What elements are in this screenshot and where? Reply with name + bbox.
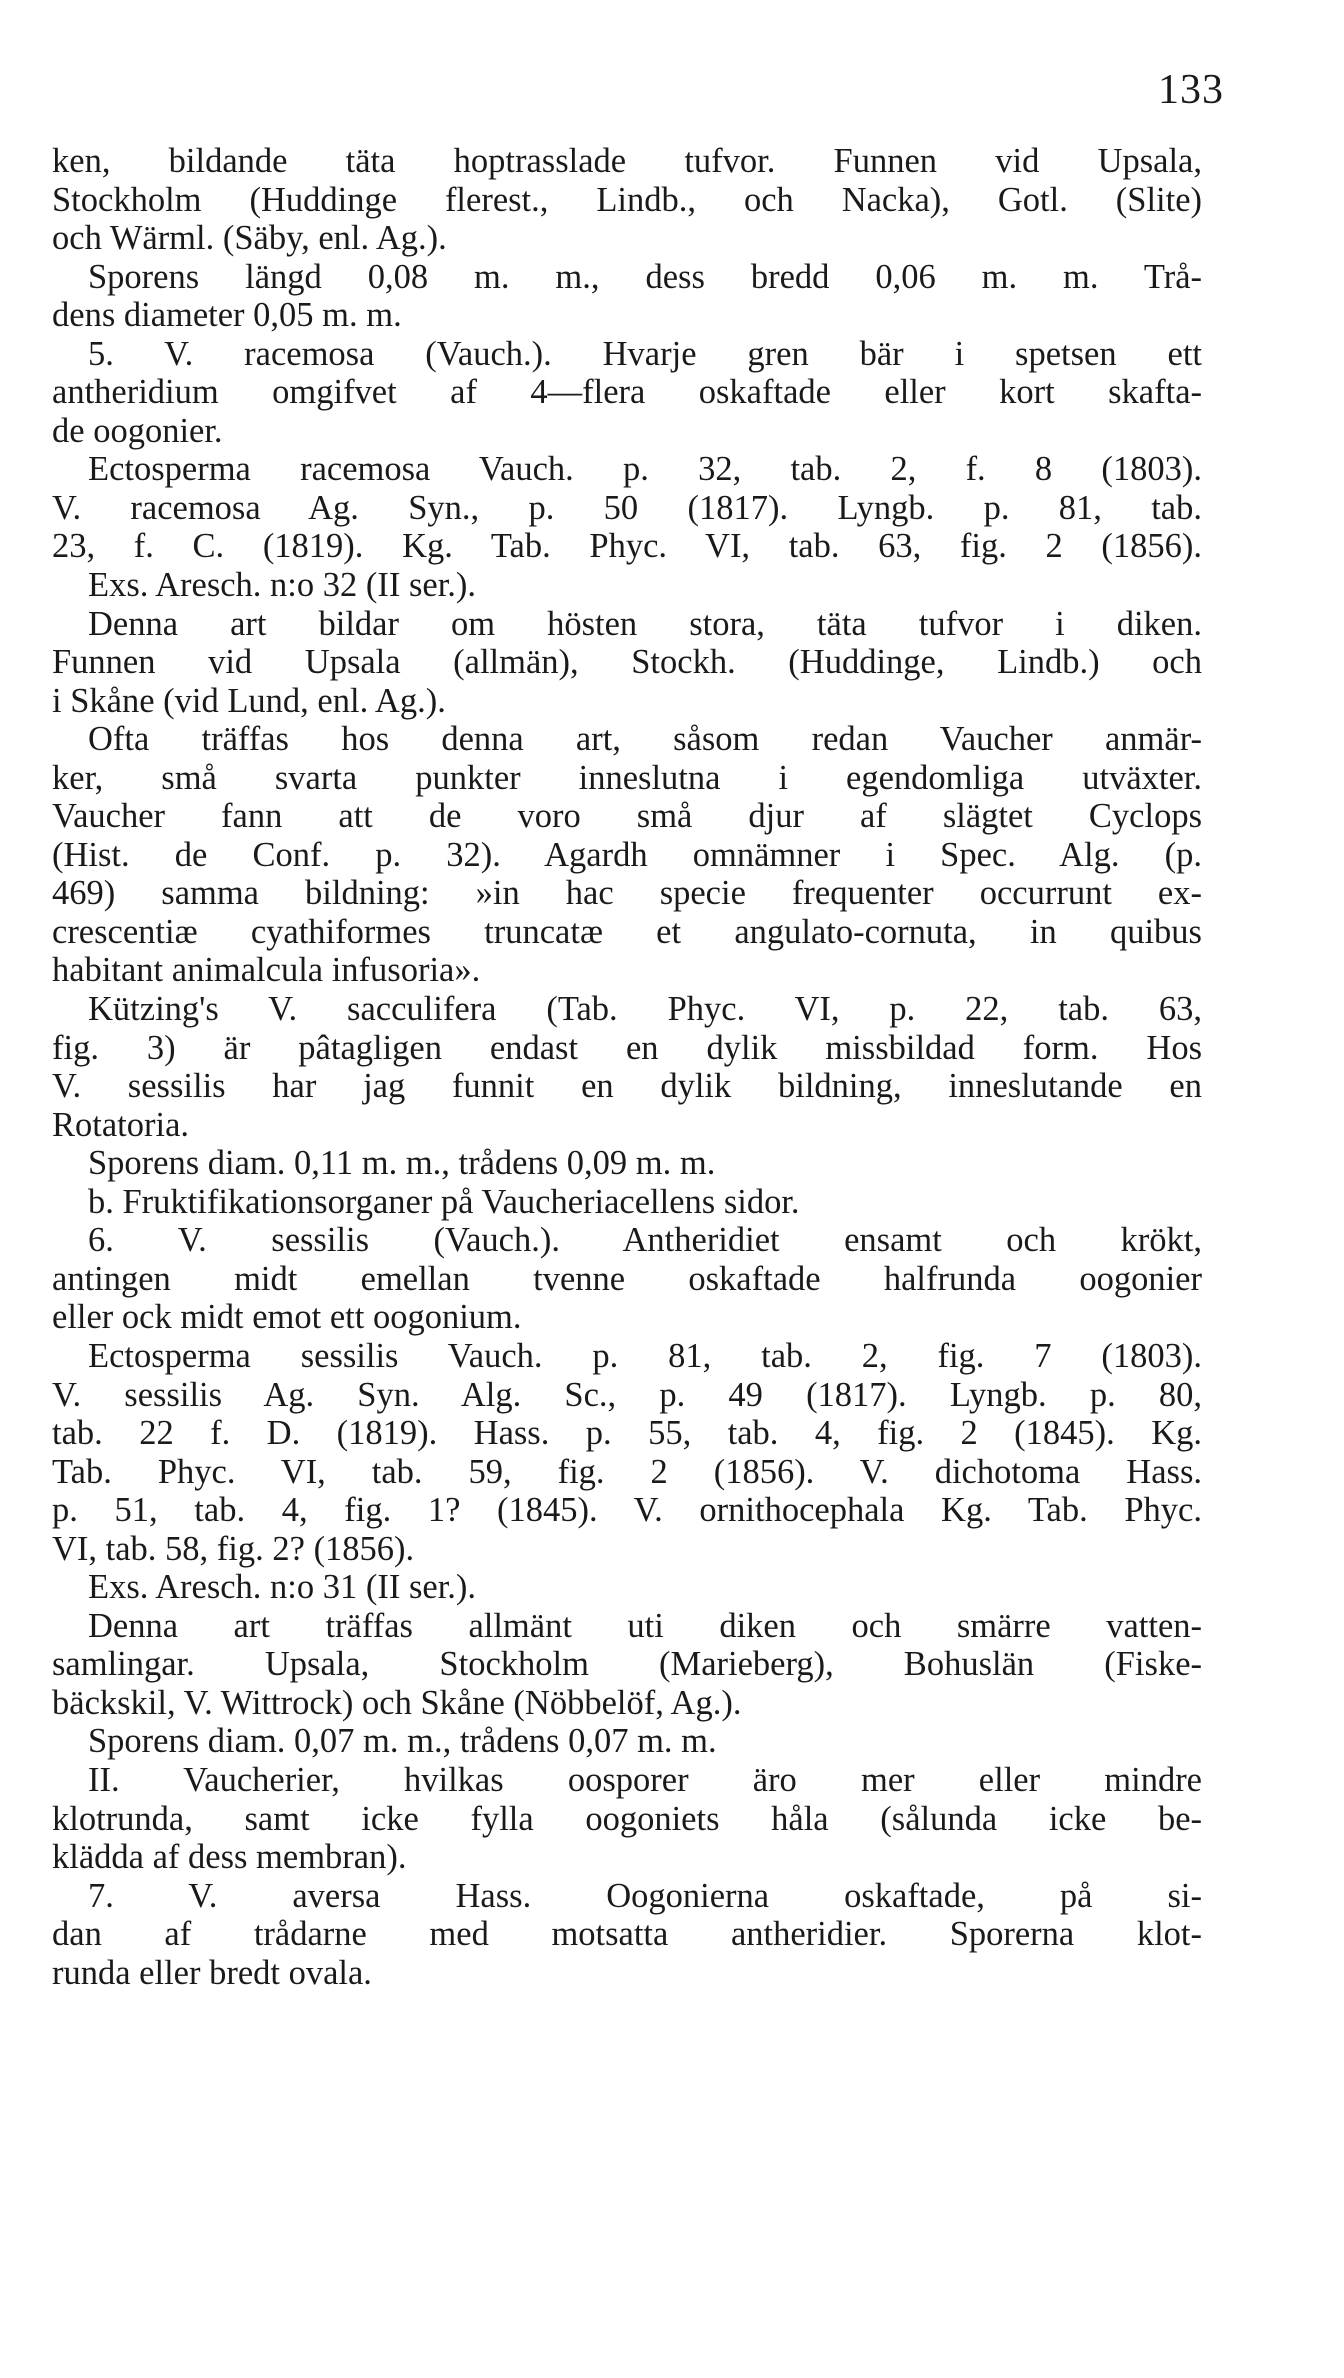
text-line: Ectosperma racemosa Vauch. p. 32, tab. 2, f. 8 (1803).	[88, 450, 1202, 489]
page-number: 133	[1158, 67, 1224, 113]
text-line: runda eller bredt ovala.	[52, 1953, 372, 1992]
text-line: Kützing's V. sacculifera (Tab. Phyc. VI, p. 22, tab. 63,	[88, 990, 1202, 1029]
text-line: VI, tab. 58, fig. 2? (1856).	[52, 1529, 415, 1568]
text-line: och Wärml. (Säby, enl. Ag.).	[52, 219, 447, 258]
text-line: antingen midt emellan tvenne oskaftade halfrunda oogonier	[52, 1259, 1202, 1298]
text-line: 5. V. racemosa (Vauch.). Hvarje gren bär i spetsen ett	[88, 334, 1202, 373]
text-line: klädda af dess membran).	[52, 1838, 407, 1877]
text-line: habitant animalcula infusoria».	[52, 951, 481, 990]
text-line: 7. V. aversa Hass. Oogonierna oskaftade, på si-	[88, 1876, 1202, 1915]
text-line: II. Vaucherier, hvilkas oosporer äro mer eller mindre	[88, 1760, 1202, 1799]
text-line: Rotatoria.	[52, 1105, 190, 1144]
text-line: antheridium omgifvet af 4—flera oskaftade eller kort skafta-	[52, 373, 1202, 412]
text-line: Vaucher fann att de voro små djur af slägtet Cyclops	[52, 797, 1202, 836]
text-line: V. sessilis har jag funnit en dylik bildning, inneslutande en	[52, 1067, 1202, 1106]
text-line: Denna art bildar om hösten stora, täta tufvor i diken.	[88, 604, 1202, 643]
text-line: b. Fruktifikationsorganer på Vaucheriacellens sidor.	[88, 1182, 800, 1221]
text-line: Ofta träffas hos denna art, såsom redan Vaucher anmär-	[88, 720, 1202, 759]
text-line: Sporens längd 0,08 m. m., dess bredd 0,06 m. m. Trå-	[88, 257, 1202, 296]
text-line: ker, små svarta punkter inneslutna i egendomliga utväxter.	[52, 758, 1202, 797]
text-line: samlingar. Upsala, Stockholm (Marieberg), Bohuslän (Fiske-	[52, 1645, 1202, 1684]
text-line: V. racemosa Ag. Syn., p. 50 (1817). Lyngb. p. 81, tab.	[52, 488, 1202, 527]
text-line: (Hist. de Conf. p. 32). Agardh omnämner i Spec. Alg. (p.	[52, 835, 1202, 874]
text-line: Ectosperma sessilis Vauch. p. 81, tab. 2, fig. 7 (1803).	[88, 1336, 1202, 1375]
text-line: Stockholm (Huddinge flerest., Lindb., och Nacka), Gotl. (Slite)	[52, 180, 1202, 219]
text-line: V. sessilis Ag. Syn. Alg. Sc., p. 49 (1817). Lyngb. p. 80,	[52, 1375, 1202, 1414]
text-line: dan af trådarne med motsatta antheridier. Sporerna klot-	[52, 1915, 1202, 1954]
text-line: de oogonier.	[52, 411, 223, 450]
text-line: ken, bildande täta hoptrasslade tufvor. Funnen vid Upsala,	[52, 142, 1202, 180]
text-line: Sporens diam. 0,07 m. m., trådens 0,07 m. m.	[88, 1722, 717, 1761]
text-line: dens diameter 0,05 m. m.	[52, 296, 402, 335]
text-line: i Skåne (vid Lund, enl. Ag.).	[52, 681, 446, 720]
text-line: Funnen vid Upsala (allmän), Stockh. (Huddinge, Lindb.) och	[52, 643, 1202, 682]
body-text	[52, 142, 1202, 1992]
text-line: Tab. Phyc. VI, tab. 59, fig. 2 (1856). V. dichotoma Hass.	[52, 1452, 1202, 1491]
text-line: fig. 3) är pâtagligen endast en dylik missbildad form. Hos	[52, 1028, 1202, 1067]
text-line: eller ock midt emot ett oogonium.	[52, 1298, 522, 1337]
text-line: 23, f. C. (1819). Kg. Tab. Phyc. VI, tab. 63, fig. 2 (1856).	[52, 527, 1202, 566]
text-line: klotrunda, samt icke fylla oogoniets håla (sålunda icke be-	[52, 1799, 1202, 1838]
text-line: tab. 22 f. D. (1819). Hass. p. 55, tab. 4, fig. 2 (1845). Kg.	[52, 1414, 1202, 1453]
text-line: Denna art träffas allmänt uti diken och smärre vatten-	[88, 1606, 1202, 1645]
text-line: Sporens diam. 0,11 m. m., trådens 0,09 m. m.	[88, 1144, 716, 1183]
text-line: crescentiæ cyathiformes truncatæ et angulato-cornuta, in quibus	[52, 912, 1202, 951]
text-line: 6. V. sessilis (Vauch.). Antheridiet ensamt och krökt,	[88, 1221, 1202, 1260]
text-line: Exs. Aresch. n:o 32 (II ser.).	[88, 566, 477, 605]
text-line: bäckskil, V. Wittrock) och Skåne (Nöbbelöf, Ag.).	[52, 1683, 742, 1722]
text-line: p. 51, tab. 4, fig. 1? (1845). V. ornithocephala Kg. Tab. Phyc.	[52, 1491, 1202, 1530]
text-line: 469) samma bildning: »in hac specie frequenter occurrunt ex-	[52, 874, 1202, 913]
text-line: Exs. Aresch. n:o 31 (II ser.).	[88, 1568, 477, 1607]
